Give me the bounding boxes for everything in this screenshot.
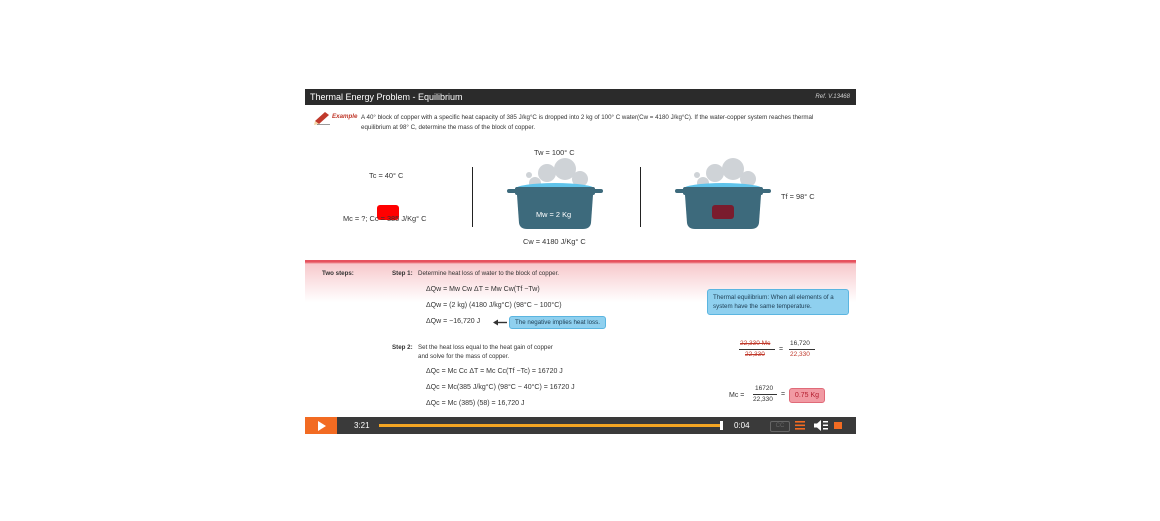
- water-mass: Mw = 2 Kg: [536, 210, 572, 219]
- pencil-icon: [314, 111, 330, 125]
- equation-4: ΔQc = Mc Cc ΔT = Mc Cc(Tf −Tc) = 16720 J: [426, 368, 563, 375]
- equation-3: ΔQw = −16,720 J: [426, 318, 481, 325]
- play-button[interactable]: [305, 417, 337, 434]
- mass-label: Mc =: [729, 392, 745, 399]
- reference-id: Ref. V.13468: [815, 94, 850, 100]
- final-temperature: Tf = 98° C: [781, 192, 815, 201]
- equation-5: ΔQc = Mc(385 J/kg°C) (98°C − 40°C) = 16720 J: [426, 384, 575, 391]
- fraction-left-numerator: 22,330 Mc: [740, 340, 771, 347]
- elapsed-time: 3:21: [354, 421, 370, 430]
- divider: [472, 167, 473, 227]
- equilibrium-note: Thermal equilibrium: When all elements of a system have the same temperature.: [707, 289, 849, 315]
- video-player: [305, 89, 856, 434]
- equals-sign: =: [779, 346, 784, 353]
- copper-properties: Mc = ?; Cc = 385 J/Kg° C: [343, 214, 427, 223]
- water-temperature: Tw = 100° C: [534, 148, 575, 157]
- equation-2: ΔQw = (2 kg) (4180 J/kg°C) (98°C − 100°C): [426, 302, 562, 309]
- fraction-bar: [789, 349, 815, 350]
- arrow-left-icon: [493, 319, 507, 326]
- fraction-right-numerator: 16,720: [790, 340, 810, 347]
- fraction-bar: [753, 394, 777, 395]
- fraction-right-denominator: 22,330: [790, 351, 810, 358]
- control-bar: [305, 417, 856, 434]
- remaining-time: 0:04: [734, 421, 750, 430]
- equation-1: ΔQw = Mw Cw ΔT = Mw Cw(Tf −Tw): [426, 286, 540, 293]
- closed-captions-button[interactable]: CC: [770, 421, 790, 432]
- fraction-left-denominator: 22,330: [745, 351, 765, 358]
- step1-text: Determine heat loss of water to the block of copper.: [418, 270, 560, 277]
- menu-icon[interactable]: [795, 421, 805, 430]
- mass-denominator: 22,330: [753, 396, 773, 403]
- lesson-title: Thermal Energy Problem - Equilibrium: [310, 92, 463, 102]
- fraction-bar: [739, 349, 775, 350]
- example-label: Example: [332, 113, 358, 120]
- solution-panel: [305, 260, 856, 417]
- mass-numerator: 16720: [755, 385, 774, 392]
- progress-handle[interactable]: [720, 421, 723, 430]
- step2-label: Step 2:: [392, 344, 413, 351]
- step2-line2: and solve for the mass of copper.: [418, 353, 510, 360]
- volume-level[interactable]: [834, 422, 842, 429]
- progress-bar[interactable]: [379, 424, 722, 427]
- step2-line1: Set the heat loss equal to the heat gain of copper: [418, 344, 553, 351]
- step1-label: Step 1:: [392, 270, 413, 277]
- problem-panel: [305, 105, 856, 260]
- divider: [640, 167, 641, 227]
- negative-note: The negative implies heat loss.: [509, 316, 606, 329]
- title-bar: [305, 89, 856, 105]
- water-heat-capacity: Cw = 4180 J/Kg° C: [523, 237, 586, 246]
- equation-6: ΔQc = Mc (385) (58) = 16,720 J: [426, 400, 525, 407]
- pot-with-copper-icon: [673, 155, 773, 235]
- example-text: A 40° block of copper with a specific heat capacity of 385 J/kg°C is dropped into 2 kg of 100° C water(Cw = 4180 J/kg°C). If the water-copper system reaches thermal equilibrium at 98° C, determine the mass of the block of copper.: [361, 114, 814, 131]
- boiling-pot-icon: [505, 155, 605, 235]
- result-badge: 0.75 Kg: [789, 388, 825, 403]
- volume-icon[interactable]: [814, 420, 829, 431]
- two-steps-label: Two steps:: [322, 270, 354, 277]
- equals-sign: =: [781, 391, 786, 398]
- copper-temperature: Tc = 40° C: [369, 171, 404, 180]
- play-icon: [318, 421, 326, 431]
